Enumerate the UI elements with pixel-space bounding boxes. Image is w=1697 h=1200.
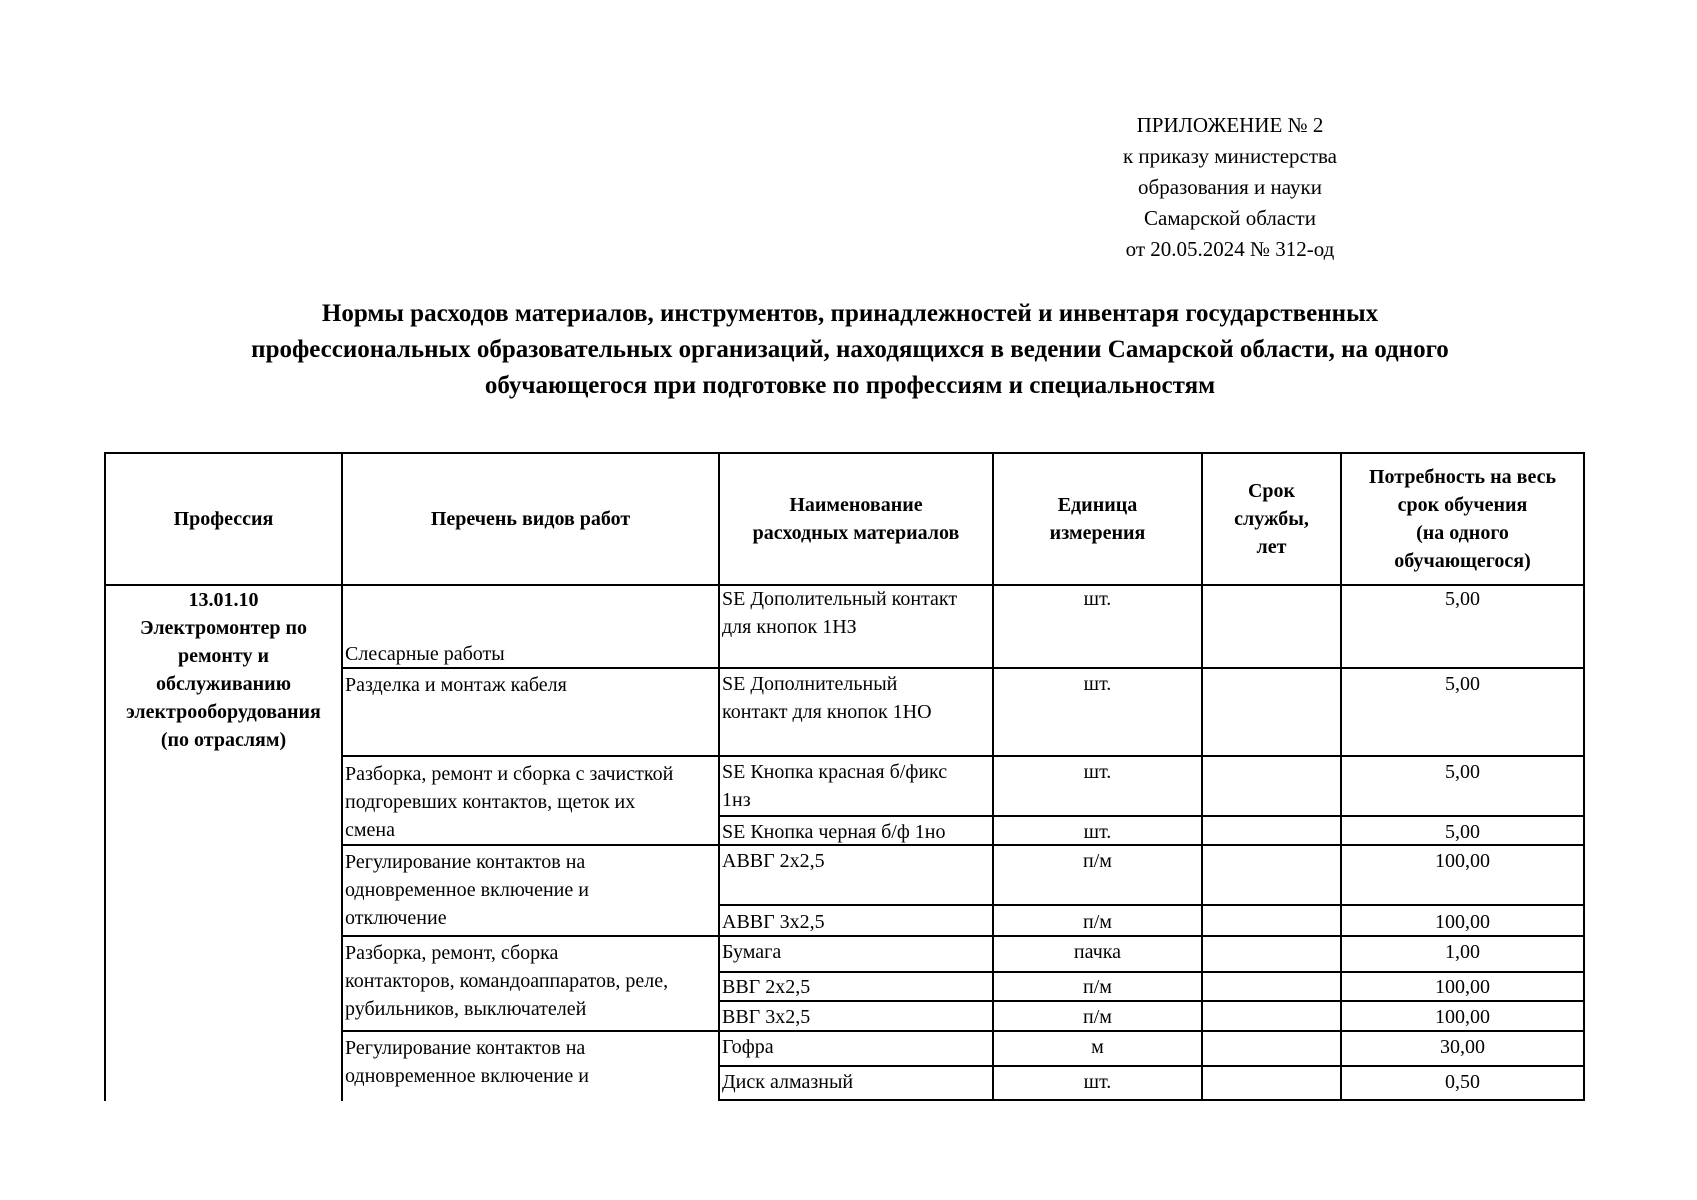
work-type-cell: Разборка, ремонт и сборка с зачисткой подгоревших контактов, щеток их смена (345, 763, 674, 841)
unit-cell: шт. (1083, 761, 1112, 783)
material-cell: SE Кнопка красная б/фикс 1нз (722, 761, 948, 811)
row-line (718, 815, 1585, 817)
row-line (341, 755, 1585, 757)
appendix-line: образования и науки (1138, 175, 1322, 199)
need-cell: 5,00 (1445, 761, 1480, 783)
need-cell: 5,00 (1445, 821, 1480, 843)
work-type-cell: Регулирование контактов на одновременное включение и (345, 1037, 589, 1087)
unit-cell: шт. (1083, 588, 1112, 610)
material-cell: Гофра (722, 1036, 774, 1058)
need-cell: 5,00 (1445, 588, 1480, 610)
row-line (341, 667, 1585, 669)
appendix-line: к приказу министерства (1122, 144, 1338, 168)
unit-cell: п/м (1083, 850, 1112, 872)
title-line: обучающегося при подготовке по профессиям и специальностям (484, 372, 1216, 399)
work-type-cell: Разделка и монтаж кабеля (345, 674, 567, 696)
row-line (718, 904, 1585, 906)
need-cell: 1,00 (1445, 941, 1480, 963)
appendix-line: от 20.05.2024 № 312-од (1125, 237, 1335, 261)
unit-cell: пачка (1073, 941, 1122, 963)
row-line (718, 1065, 1585, 1067)
appendix-line: ПРИЛОЖЕНИЕ № 2 (1136, 113, 1324, 137)
document-title (100, 296, 1600, 404)
material-cell: ВВГ 3х2,5 (722, 1006, 811, 1028)
column-header: Единица измерения (1049, 494, 1146, 544)
appendix-line: Самарской области (1144, 206, 1316, 230)
unit-cell: шт. (1083, 821, 1112, 843)
material-cell: Диск алмазный (722, 1071, 854, 1093)
need-cell: 100,00 (1435, 976, 1490, 998)
column-header: Срок службы, лет (1234, 480, 1309, 558)
work-type-cell: Слесарные работы (345, 643, 505, 665)
need-cell: 100,00 (1435, 850, 1490, 872)
column-header: Перечень видов работ (430, 508, 631, 530)
material-cell: SE Кнопка черная б/ф 1но (722, 821, 946, 843)
material-cell: SE Дополнительный контакт для кнопок 1НО (722, 673, 932, 723)
unit-cell: п/м (1083, 1006, 1112, 1028)
column-header: Потребность на весь срок обучения (на одного обучающегося) (1368, 466, 1557, 572)
unit-cell: м (1091, 1036, 1104, 1058)
need-cell: 30,00 (1440, 1036, 1485, 1058)
work-type-cell: Регулирование контактов на одновременное включение и отключение (345, 851, 589, 929)
work-type-cell: Разборка, ремонт, сборка контакторов, командоаппаратов, реле, рубильников, выключателей (345, 942, 669, 1020)
material-cell: АВВГ 3х2,5 (722, 911, 825, 933)
need-cell: 100,00 (1435, 911, 1490, 933)
unit-cell: п/м (1083, 976, 1112, 998)
title-line: профессиональных образовательных организаций, находящихся в ведении Самарской области, на одного (251, 336, 1449, 363)
need-cell: 100,00 (1435, 1006, 1490, 1028)
need-cell: 5,00 (1445, 673, 1480, 695)
row-line (718, 1099, 1585, 1101)
unit-cell: п/м (1083, 911, 1112, 933)
profession-cell: 13.01.10 Электромонтер по ремонту и обслуживанию электрооборудования (по отраслям) (126, 589, 321, 751)
unit-cell: шт. (1083, 1071, 1112, 1093)
need-cell: 0,50 (1445, 1071, 1480, 1093)
norms-table (104, 452, 1585, 1101)
unit-cell: шт. (1083, 673, 1112, 695)
material-cell: Бумага (722, 941, 782, 963)
material-cell: SE Дополительный контакт для кнопок 1НЗ (722, 588, 958, 638)
column-header: Наименование расходных материалов (752, 494, 960, 544)
table-border-right (1583, 452, 1585, 1101)
material-cell: АВВГ 2х2,5 (722, 850, 825, 872)
appendix-block (1080, 110, 1380, 265)
column-header: Профессия (173, 508, 274, 530)
material-cell: ВВГ 2х2,5 (722, 976, 811, 998)
title-line: Нормы расходов материалов, инструментов, принадлежностей и инвентаря государственных (321, 300, 1379, 327)
